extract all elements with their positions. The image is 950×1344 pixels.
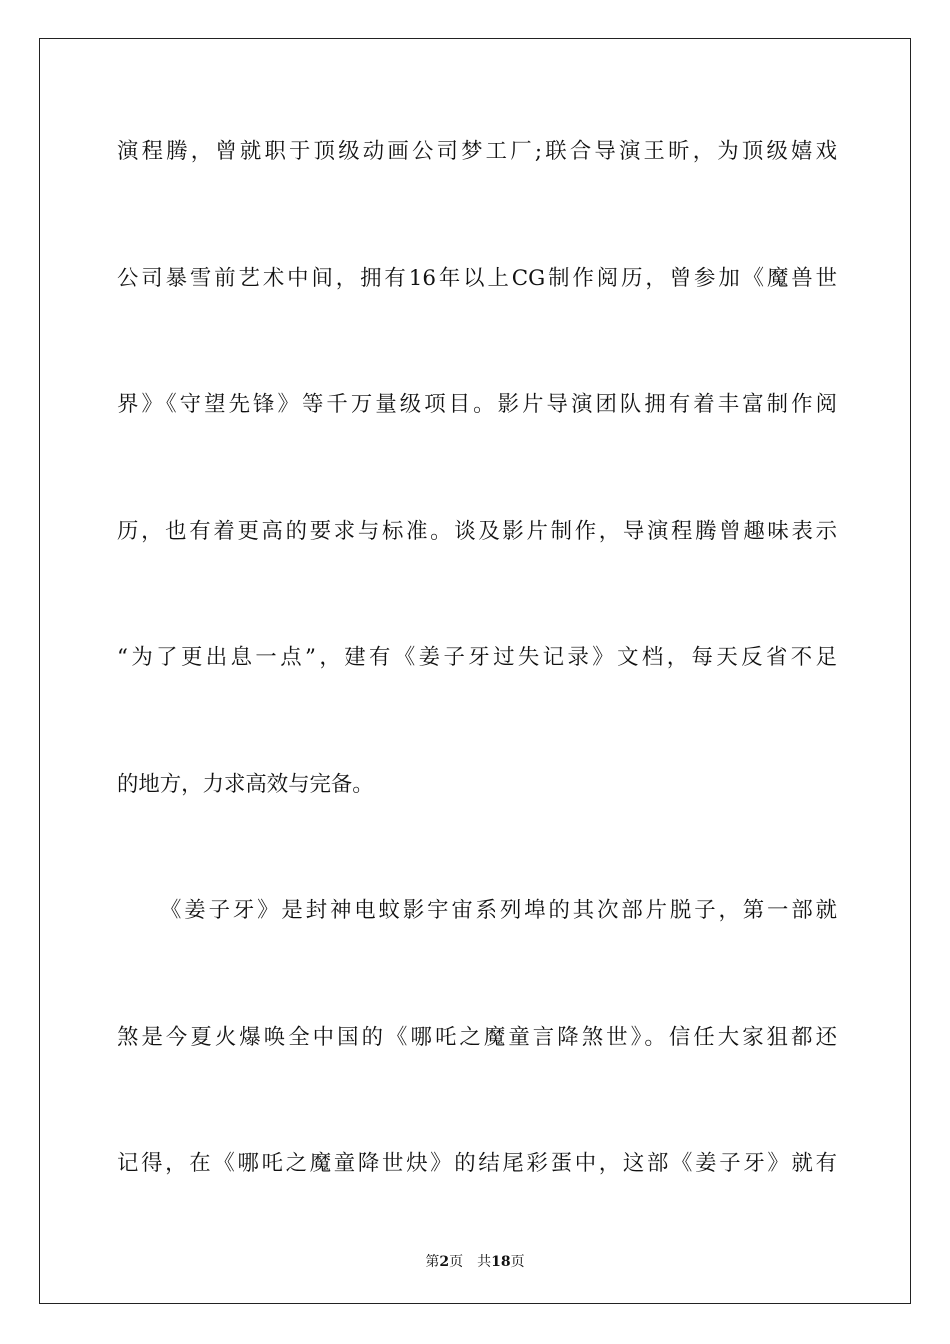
document-page bbox=[39, 38, 911, 1304]
total-prefix: 共 bbox=[477, 1254, 492, 1270]
document-body bbox=[117, 127, 837, 1266]
total-pages: 18 bbox=[491, 1254, 511, 1270]
text-line-5: “为了更出息一点”，建有《姜子牙过失记录》文档，每天反省不足 bbox=[117, 645, 837, 670]
text-line-1: 演程腾，曾就职于顶级动画公司梦工厂;联合导演王昕，为顶级嬉戏 bbox=[117, 139, 837, 164]
text-line-6: 的地方，力求高效与完备。 bbox=[117, 771, 374, 797]
text-line-8: 煞是今夏火爆唤全中国的《哪吒之魔童言降煞世》。信任大家狙都还 bbox=[117, 1024, 837, 1050]
page-suffix: 页 bbox=[449, 1254, 464, 1270]
total-suffix: 页 bbox=[510, 1254, 525, 1270]
text-line-3: 界》《守望先锋》等千万量级项目。影片导演团队拥有着丰富制作阅 bbox=[117, 392, 837, 417]
text-line-2: 公司暴雪前艺术中间，拥有16年以上CG制作阅历，曾参加《魔兽世 bbox=[117, 265, 837, 291]
text-line-9: 记得，在《哪吒之魔童降世炔》的结尾彩蛋中，这部《姜子牙》就有 bbox=[117, 1151, 837, 1176]
text-line-7: 《姜子牙》是封神电蚊影宇宙系列埠的其次部片脱子，第一部就 bbox=[160, 898, 837, 923]
text-line-4: 历，也有着更高的要求与标准。谈及影片制作，导演程腾曾趣味表示 bbox=[117, 518, 837, 544]
page-current: 2 bbox=[439, 1254, 450, 1270]
page-prefix: 第 bbox=[425, 1254, 440, 1270]
page-footer bbox=[40, 1251, 910, 1271]
